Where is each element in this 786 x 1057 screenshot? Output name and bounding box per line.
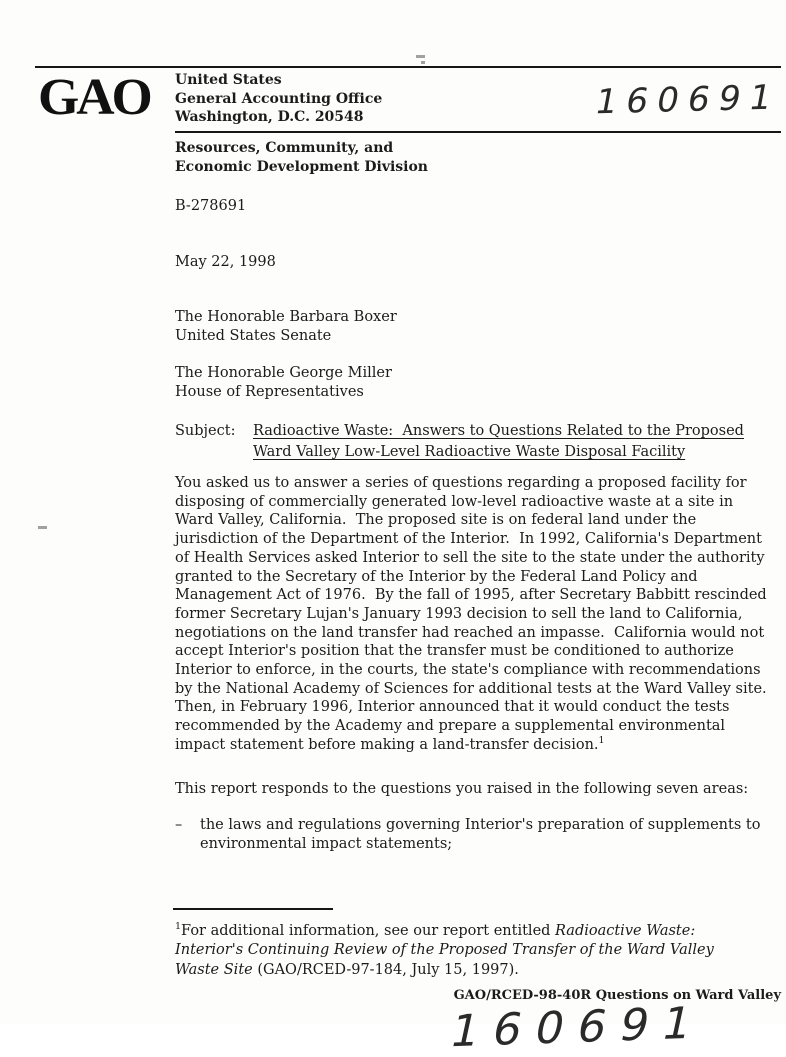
footnote-marker: 1	[175, 921, 182, 933]
recipient-block-2	[175, 364, 392, 402]
report-id-footer: GAO/RCED-98-40R Questions on Ward Valley	[453, 988, 781, 1003]
body-line: disposing of commercially generated low-level radioactive waste at a site in	[175, 493, 734, 510]
body-paragraph-1	[175, 474, 767, 755]
recipient-org: House of Representatives	[175, 384, 364, 400]
subject-title-line-1: Radioactive Waste: Answers to Questions Related to the Proposed	[253, 423, 744, 439]
footnote-text: For additional information, see our report entitled	[181, 923, 556, 939]
body-line: granted to the Secretary of the Interior by the Federal Land Policy and	[175, 568, 698, 585]
bullet-row	[175, 816, 760, 853]
body-line: negotiations on the land transfer had reached an impasse. California would not	[175, 624, 765, 641]
division-line: Resources, Community, and	[175, 140, 394, 156]
subject-line-1	[175, 421, 744, 442]
body-line: You asked us to answer a series of questions regarding a proposed facility for	[175, 475, 747, 491]
body-line: recommended by the Academy and prepare a supplemental environmental	[175, 718, 726, 735]
bullet-line: the laws and regulations governing Interior's preparation of supplements to	[200, 817, 761, 833]
agency-address-block	[175, 71, 382, 127]
agency-line: United States	[175, 72, 282, 88]
scan-artifact	[416, 55, 425, 58]
footnote-block	[175, 922, 714, 980]
body-line-with-footnote	[175, 736, 767, 755]
footnote-line-2: Interior's Continuing Review of the Proposed Transfer of the Ward Valley	[175, 942, 714, 959]
bullet-item	[175, 816, 760, 853]
body-line: Interior to enforce, in the courts, the state's compliance with recommendations	[175, 662, 761, 679]
bullet-text	[200, 816, 760, 853]
gao-logo: GAO	[38, 69, 150, 126]
letter-date: May 22, 1998	[175, 254, 276, 270]
footnote-rule	[173, 908, 333, 910]
body-line-text: impact statement before making a land-transfer decision.	[175, 736, 599, 753]
footnote-report-title: Waste Site	[175, 961, 253, 978]
scan-artifact	[421, 61, 425, 64]
footnote-line-1	[175, 922, 714, 941]
body-paragraph-2: This report responds to the questions you raised in the following seven areas:	[175, 781, 749, 797]
body-line: Then, in February 1996, Interior announced that it would conduct the tests	[175, 699, 730, 716]
footnote-citation: (GAO/RCED-97-184, July 15, 1997).	[252, 961, 519, 978]
body-line: jurisdiction of the Department of the Interior. In 1992, California's Department	[175, 531, 762, 548]
recipient-name: The Honorable George Miller	[175, 365, 392, 381]
bullet-line: environmental impact statements;	[200, 835, 453, 852]
recipient-org: United States Senate	[175, 328, 332, 344]
body-line: Management Act of 1976. By the fall of 1995, after Secretary Babbitt rescinded	[175, 587, 767, 604]
recipient-block-1	[175, 308, 397, 346]
subject-label: Subject:	[175, 423, 236, 439]
body-line: by the National Academy of Sciences for additional tests at the Ward Valley site.	[175, 680, 767, 697]
handwritten-number-partial: 160691	[445, 997, 711, 1057]
reference-number: B-278691	[175, 198, 247, 214]
body-line: of Health Services asked Interior to sell the site to the state under the authority	[175, 549, 765, 566]
letterhead-rule	[175, 131, 781, 133]
body-line: former Secretary Lujan's January 1993 decision to sell the land to California,	[175, 605, 743, 622]
footnote-line-3	[175, 961, 714, 980]
footnote-report-title: Radioactive Waste:	[555, 923, 696, 939]
footnote-reference-marker: 1	[598, 735, 605, 747]
subject-title-line-2: Ward Valley Low-Level Radioactive Waste Disposal Facility	[253, 444, 686, 460]
subject-block	[175, 421, 744, 463]
subject-line-2	[253, 442, 744, 463]
division-block	[175, 139, 428, 176]
body-line: accept Interior's position that the transfer must be conditioned to authorize	[175, 643, 734, 660]
division-line: Economic Development Division	[175, 158, 428, 175]
body-line: Ward Valley, California. The proposed site is on federal land under the	[175, 512, 697, 529]
scan-artifact	[38, 526, 47, 529]
handwritten-accession-number: 160691	[591, 77, 785, 123]
agency-line: General Accounting Office	[175, 90, 383, 107]
agency-line: Washington, D.C. 20548	[175, 109, 364, 125]
bullet-dash: –	[175, 817, 183, 833]
recipient-name: The Honorable Barbara Boxer	[175, 309, 397, 325]
